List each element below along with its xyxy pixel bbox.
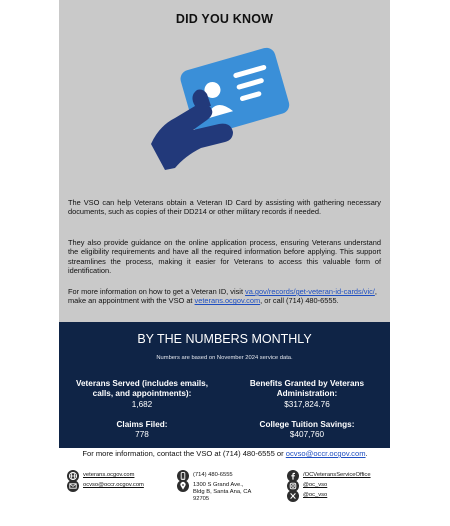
footer-facebook-link[interactable]: /OCVeteransServiceOffice (303, 472, 371, 478)
more-info-end-text: , or call (714) 480-6555. (260, 296, 339, 306)
stat-veterans-served (67, 379, 217, 410)
stat-value: $317,824.76 (284, 399, 330, 409)
footer-phone: (714) 480-6555 (193, 472, 233, 478)
contact-line (0, 449, 450, 458)
stat-tuition-savings (232, 420, 382, 441)
stat-claims-filed (67, 420, 217, 441)
footer-email-link[interactable]: ocvso@occr.ocgov.com (83, 482, 144, 488)
footer-website-link[interactable]: veterans.ocgov.com (83, 472, 135, 478)
x-icon (287, 490, 299, 502)
more-info-mid-text: , make an appointment with the VSO at (68, 287, 377, 306)
more-info-text: For more information on how to get a Veteran ID, visit (68, 287, 246, 296)
location-pin-icon (177, 480, 189, 492)
stat-label: College Tuition Savings: (259, 420, 355, 429)
by-the-numbers-panel (59, 322, 390, 448)
va-id-link[interactable]: va.gov/records/get-veteran-id-cards/vic/ (245, 287, 375, 296)
did-you-know-panel (59, 0, 390, 322)
stat-value: 778 (135, 430, 149, 440)
footer-instagram-link[interactable]: @oc_vso (303, 482, 328, 488)
paragraph-guidance: They also provide guidance on the online application process, ensuring Veterans understand the eligibility requirements and have all the required information before applying. This support streamlines the process, making it easier for Veterans to access this valuable form of identification. (68, 238, 381, 276)
contact-text: For more information, contact the VSO at (714) 480-6555 or (82, 449, 286, 458)
contact-end-text: . (365, 449, 368, 458)
stat-label: Benefits Granted by Veterans Administration: (249, 379, 365, 399)
page-title: DID YOU KNOW (175, 12, 274, 26)
paragraph-more-info (68, 287, 381, 306)
address-line-1: 1300 S Grand Ave., (193, 482, 244, 488)
email-icon (67, 480, 79, 492)
numbers-heading: BY THE NUMBERS MONTHLY (137, 332, 312, 346)
vso-website-link[interactable]: veterans.ocgov.com (194, 296, 261, 306)
stat-value: $407,760 (289, 430, 325, 440)
id-card-illustration (145, 44, 295, 176)
footer-x-link[interactable]: @oc_vso (303, 492, 328, 498)
contact-email-link[interactable]: ocvso@occr.ocgov.com (285, 449, 366, 458)
address-line-2: Bldg B, Santa Ana, CA (193, 489, 252, 495)
stat-label: Claims Filed: (116, 420, 168, 429)
stat-benefits-granted (232, 379, 382, 410)
numbers-subheading: Numbers are based on November 2024 service data. (156, 355, 293, 361)
flyer (59, 0, 390, 448)
stat-value: 1,682 (131, 399, 153, 409)
stat-label: Veterans Served (includes emails, calls, and appointments): (76, 379, 208, 399)
address-line-3: 92705 (193, 496, 210, 502)
footer-address (193, 482, 251, 503)
paragraph-intro: The VSO can help Veterans obtain a Veteran ID Card by assisting with gathering necessary documents, such as copies of their DD214 or other military records if needed. (68, 198, 381, 217)
